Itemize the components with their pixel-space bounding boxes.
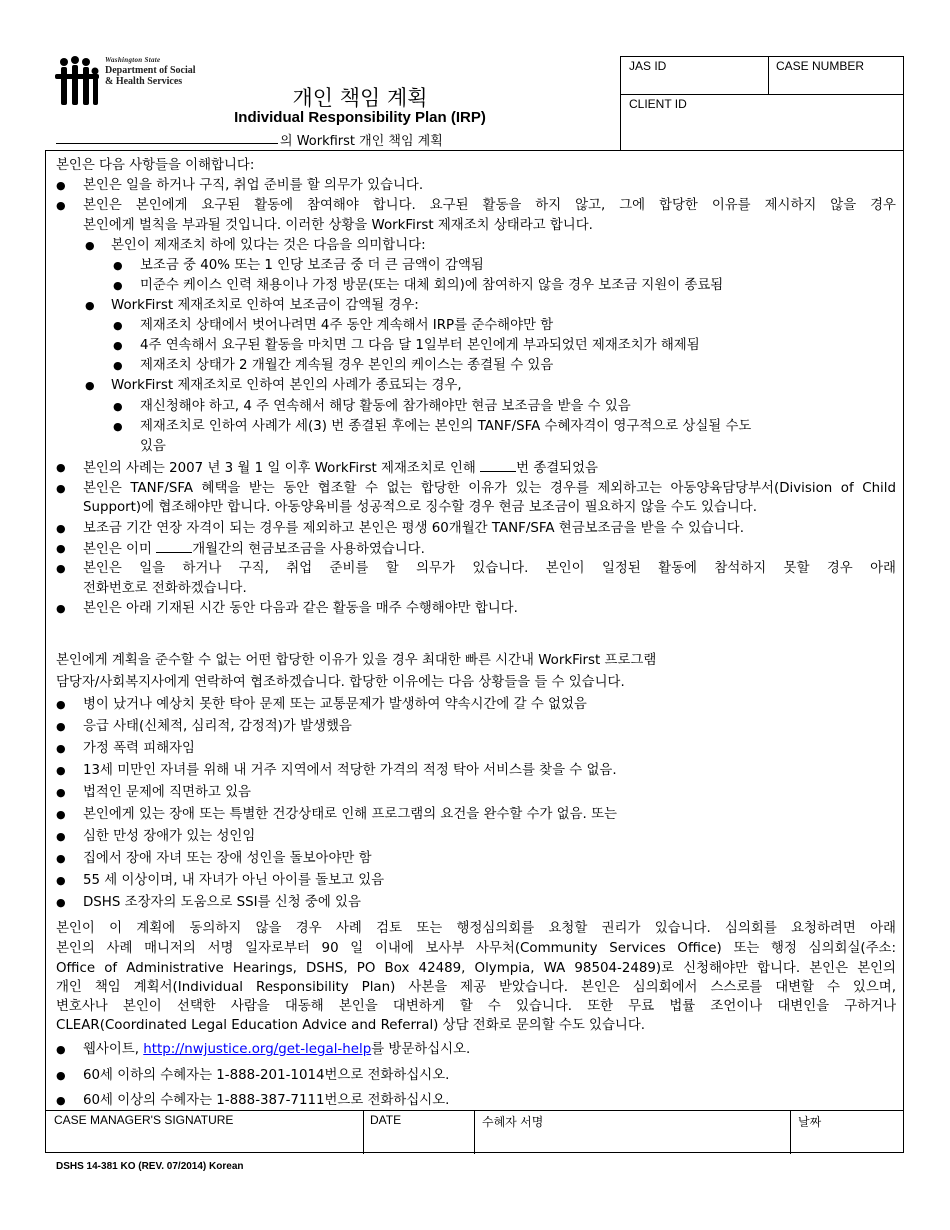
recipient-date-field[interactable]: 날짜 [798, 1115, 822, 1129]
bullet-text: 본인은 아래 기재된 시간 동안 다음과 같은 활동을 매주 수행해야만 합니다. [83, 601, 518, 616]
sub-sub-bullet-text: 제재조치 상태에서 벗어나려면 4주 동안 계속해서 IRP를 준수해야만 함 [140, 318, 554, 333]
bullet: ● [56, 1043, 66, 1056]
sub-bullet-text: WorkFirst 제재조치로 인하여 보조금이 감액될 경우: [111, 298, 419, 313]
sub-sub-bullet-text: 미준수 케이스 인력 채용이나 가정 방문(또는 대체 회의)에 참여하지 않을 경우 보조금 지원이 종료됨 [140, 278, 724, 293]
signature-row [45, 1110, 904, 1153]
name-blank-line[interactable] [56, 143, 278, 144]
sub-sub-bullet-text: 재신청해야 하고, 4 주 연속해서 해당 활동에 참가해야만 현금 보조금을 받을 수 있음 [140, 399, 631, 414]
reason-item: 심한 만성 장애가 있는 성인임 [83, 829, 256, 844]
case-number-field[interactable]: CASE NUMBER [776, 59, 865, 73]
bullet: ● [56, 1094, 66, 1107]
hearing-para-line2: 본인의 사례 매니저의 서명 일자로부터 90 일 이내에 보사부 사무처(Community Services Office) 또는 행정 심의회실(주소: [56, 941, 896, 956]
bullet: ● [56, 808, 66, 821]
bullet: ● [56, 542, 66, 555]
bullet: ● [56, 199, 66, 212]
bullet: ● [56, 482, 66, 495]
hearing-para-line4: 개인 책임 계획서(Individual Responsibility Plan) 사본을 제공 받았습니다. 본인은 심의회에서 스스로를 대변할 수 있으며, [56, 980, 896, 995]
sub-sub-bullet-text: 보조금 중 40% 또는 1 인당 보조금 중 더 큰 금액이 감액됨 [140, 258, 484, 273]
bullet: ● [56, 562, 66, 575]
bullet: ● [56, 852, 66, 865]
sub-bullet-text: 본인이 제재조치 하에 있다는 것은 다음을 의미합니다: [111, 238, 426, 253]
bullet: ● [113, 359, 123, 372]
bullet: ● [113, 319, 123, 332]
bullet: ● [56, 896, 66, 909]
bullet-text: 보조금 기간 연장 자격이 되는 경우를 제외하고 본인은 평생 60개월간 TANF/SFA 현금보조금을 받을 수 있습니다. [83, 521, 744, 536]
phone-line: 60세 이하의 수혜자는 1-888-201-1014번으로 전화하십시오. [83, 1068, 450, 1083]
agency-state: Washington State [105, 56, 161, 64]
bullet: ● [56, 522, 66, 535]
bullet: ● [56, 742, 66, 755]
hearing-para-line5: 변호사나 본인이 선택한 사람을 대동해 본인을 대변하게 할 수 있습니다. 또한 무료 법률 조언이나 대변인을 구하거나 [56, 999, 896, 1014]
title-english: Individual Responsibility Plan (IRP) [234, 109, 486, 126]
bullet: ● [113, 259, 123, 272]
bullet: ● [56, 874, 66, 887]
legal-help-link[interactable]: http://nwjustice.org/get-legal-help [143, 1042, 372, 1057]
phone-line: 60세 이상의 수혜자는 1-888-387-7111번으로 전화하십시오. [83, 1093, 450, 1108]
reason-item: 병이 났거나 예상치 못한 탁아 문제 또는 교통문제가 발생하여 약속시간에 갈 수 없었음 [83, 697, 587, 712]
reason-item: 법적인 문제에 직면하고 있음 [83, 785, 251, 800]
recipient-signature-field[interactable]: 수혜자 서명 [482, 1115, 544, 1129]
bullet-text: 본인은 TANF/SFA 혜택을 받는 동안 협조할 수 없는 합당한 이유가 있는 경우를 제외하고는 아동양육담당부서(Division of Child [83, 481, 896, 496]
bullet: ● [113, 420, 123, 433]
agency-name-line1: Department of Social [105, 65, 196, 76]
bullet: ● [56, 179, 66, 192]
months-used-blank[interactable] [156, 540, 192, 553]
bullet: ● [113, 279, 123, 292]
id-box [620, 56, 904, 151]
reason-item: 응급 사태(신체적, 심리적, 감정적)가 발생했음 [83, 719, 352, 734]
bullet: ● [85, 299, 95, 312]
title-korean: 개인 책임 계획 [292, 86, 428, 110]
sub-sub-bullet-text: 제재조치 상태가 2 개월간 계속될 경우 본인의 케이스는 종결될 수 있음 [140, 358, 554, 373]
dshs-logo [55, 56, 195, 110]
form-number: DSHS 14-381 KO (REV. 07/2014) Korean [56, 1161, 244, 1172]
closures-count-blank[interactable] [480, 459, 516, 472]
good-cause-para-line2: 담당자/사회복지사에게 연락하여 협조하겠습니다. 합당한 이유에는 다음 상황들을 들 수 있습니다. [56, 675, 625, 690]
bullet: ● [85, 379, 95, 392]
reason-item: DSHS 조장자의 도움으로 SSI를 신청 중에 있음 [83, 895, 361, 910]
bullet-text: 본인은 일을 하거나 구직, 취업 준비를 할 의무가 있습니다. [83, 178, 424, 193]
sub-sub-bullet-text: 4주 연속해서 요구된 활동을 마치면 그 다음 달 1일부터 본인에게 부과되었던 제재조치가 해제됨 [140, 338, 700, 353]
bullet: ● [113, 339, 123, 352]
case-manager-signature-field[interactable]: CASE MANAGER'S SIGNATURE [54, 1113, 234, 1127]
closures-count-line: 본인의 사례는 2007 년 3 월 1 일 이후 WorkFirst 제재조치로 인해 번 종결되었음 [83, 461, 598, 476]
website-line: 웹사이트, http://nwjustice.org/get-legal-help를 방문하십시오. [83, 1042, 471, 1057]
hearing-para-line6: CLEAR(Coordinated Legal Education Advice and Referral) 상담 전화로 문의할 수도 있습니다. [56, 1018, 646, 1033]
bullet-text-cont: 본인에게 벌칙을 부과될 것입니다. 이러한 상황을 WorkFirst 제재조치 상태라고 합니다. [83, 218, 593, 233]
good-cause-para-line1: 본인에게 계획을 준수할 수 없는 어떤 합당한 이유가 있을 경우 최대한 빠른 시간내 WorkFirst 프로그램 [56, 653, 657, 668]
sub-sub-bullet-text-cont: 있음 [140, 439, 166, 454]
bullet: ● [56, 1069, 66, 1082]
bullet: ● [56, 602, 66, 615]
bullet-text: 본인은 본인에게 요구된 활동에 참여해야 합니다. 요구된 활동을 하지 않고, 그에 합당한 이유를 제시하지 않을 경우 [83, 198, 896, 213]
bullet-text-cont: 전화번호로 전화하겠습니다. [83, 581, 247, 596]
reason-item: 본인에게 있는 장애 또는 특별한 건강상태로 인해 프로그램의 요건을 완수할 수가 없음. 또는 [83, 807, 617, 822]
bullet: ● [56, 786, 66, 799]
date-field[interactable]: DATE [370, 1113, 402, 1127]
hearing-para-line3: Office of Administrative Hearings, DSHS, PO Box 42489, Olympia, WA 98504-2489)로 신청해야만 합니다. 본인은 본인의 [56, 961, 896, 976]
bullet-text: 본인은 일을 하거나 구직, 취업 준비를 할 의무가 있습니다. 본인이 일정된 활동에 참석하지 못할 경우 아래 [83, 561, 896, 576]
reason-item: 집에서 장애 자녀 또는 장애 성인을 돌보아야만 함 [83, 851, 372, 866]
bullet: ● [56, 764, 66, 777]
bullet: ● [56, 720, 66, 733]
bullet: ● [56, 830, 66, 843]
bullet: ● [85, 239, 95, 252]
bullet: ● [113, 400, 123, 413]
months-used-line: 본인은 이미 개월간의 현금보조금을 사용하였습니다. [83, 542, 425, 557]
sub-sub-bullet-text: 제재조치로 인하여 사례가 세(3) 번 종결된 후에는 본인의 TANF/SFA 수혜자격이 영구적으로 상실될 수도 [140, 419, 752, 434]
reason-item: 13세 미만인 자녀를 위해 내 거주 지역에서 적당한 가격의 적정 탁아 서비스를 찾을 수 없음. [83, 763, 617, 778]
family-figures-icon [55, 56, 103, 106]
hearing-para-line1: 본인이 이 계획에 동의하지 않을 경우 사례 검토 또는 행정심의회를 요청할 권리가 있습니다. 심의회를 요청하려면 아래 [56, 921, 896, 936]
reason-item: 가정 폭력 피해자임 [83, 741, 195, 756]
sub-bullet-text: WorkFirst 제재조치로 인하여 본인의 사례가 종료되는 경우, [111, 378, 462, 393]
reason-item: 55 세 이상이며, 내 자녀가 아닌 아이를 돌보고 있음 [83, 873, 385, 888]
bullet: ● [56, 698, 66, 711]
client-id-field[interactable]: CLIENT ID [629, 97, 687, 111]
bullet: ● [56, 461, 66, 474]
title-subtitle: 의 Workfirst 개인 책임 계획 [280, 134, 443, 149]
intro-text: 본인은 다음 사항들을 이해합니다: [56, 158, 255, 173]
bullet-text-cont: Support)에 협조해야만 합니다. 아동양육비를 성공적으로 징수할 경우 현금 보조금이 필요하지 않을 수도 있습니다. [83, 500, 757, 515]
agency-name-line2: & Health Services [105, 76, 183, 87]
jas-id-field[interactable]: JAS ID [629, 59, 667, 73]
